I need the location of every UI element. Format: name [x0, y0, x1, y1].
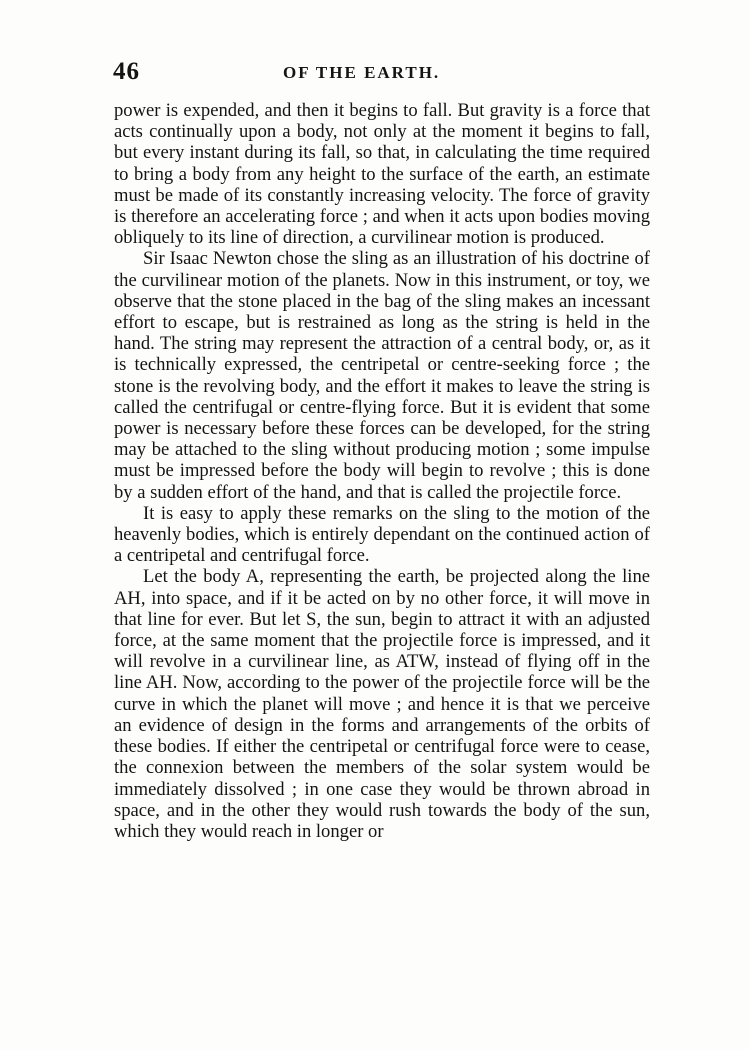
paragraph-4: Let the body A, representing the earth, be projected along the line AH, into space, and if it be acted on by no other force, it will move in that line for ever. But let S, the sun, begin to attract it with an adjusted force, at the same moment that the projectile force is impressed, and it will revolve in a curvilinear line, as ATW, instead of flying off in the line AH. Now, according to the power of the projectile force will be the curve in which the planet will move ; and hence it is that we perceive an evidence of design in the forms and arrangements of the orbits of these bodies. If either the centripetal or centrifugal force were to cease, the connexion between the members of the solar system would be immediately dissolved ; in one case they would be thrown abroad in space, and in the other they would rush towards the body of the sun, which they would reach in longer or	[114, 566, 650, 842]
paragraph-3: It is easy to apply these remarks on the sling to the motion of the heavenly bodies, which is entirely dependant on the continued action of a centripetal and centrifugal force.	[114, 502, 650, 567]
paragraph-2: Sir Isaac Newton chose the sling as an illustration of his doctrine of the curvilinear motion of the planets. Now in this instrument, or toy, we observe that the stone placed in the bag of the sling makes an incessant effort to escape, but is restrained as long as the string is held in the hand. The string may represent the attraction of a central body, or, as it is technically expressed, the centripetal or centre-seeking force ; the stone is the revolving body, and the effort it makes to leave the string is called the centrifugal or centre-flying force. But it is evident that some power is necessary before these forces can be developed, for the string may be attached to the sling without producing motion ; some impulse must be impressed before the body will begin to revolve ; this is done by a sudden effort of the hand, and that is called the projectile force.	[114, 248, 650, 503]
running-head: OF THE EARTH.	[283, 63, 441, 82]
paragraph-1: power is expended, and then it begins to fall. But gravity is a force that acts continually upon a body, not only at the moment it begins to fall, but every instant during its fall, so that, in calculating the time required to bring a body from any height to the surface of the earth, an estimate must be made of its constantly increasing velocity. The force of gravity is therefore an accelerating force ; and when it acts upon bodies moving obliquely to its line of direction, a curvilinear motion is produced.	[114, 100, 650, 249]
body-text	[114, 100, 650, 842]
page-header	[113, 58, 653, 90]
page-number: 46	[113, 58, 140, 85]
